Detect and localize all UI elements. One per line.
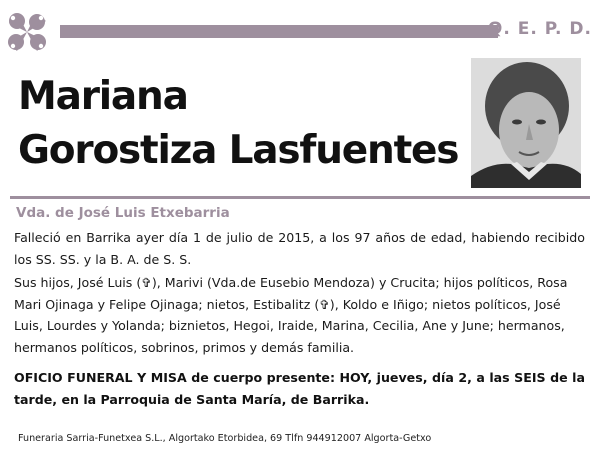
funeral-service: OFICIO FUNERAL Y MISA de cuerpo presente: HOY, jueves, día 2, a las SEIS de la tarde, en la Parroquia de Santa María, de Barrika. [14,370,585,407]
header-bar [0,0,600,60]
family-list: Sus hijos, José Luis (✞), Marivi (Vda.de Eusebio Mendoza) y Crucita; hijos políticos, Rosa Mari Ojinaga y Felipe Ojinaga; nietos, Estibalitz (✞), Koldo e Iñigo; nietos políticos, José Luis, Lourdes y Yolanda; biznietos, Hegoi, Iraide, Marina, Cecilia, Ane y June; hermanos, hermanos políticos, sobrinos, primos y demás familia. [14,275,568,355]
funeral-home-footer: Funeraria Sarria-Funetxea S.L., Algortako Etorbidea, 69 Tlfn 944912007 Algorta-Getxo [18,433,432,444]
widow-of: Vda. de José Luis Etxebarria [16,205,230,221]
qepd-label: Q. E. P. D. [487,19,592,39]
deceased-name [18,70,468,178]
death-announcement: Falleció en Barrika ayer día 1 de julio de 2015, a los 97 años de edad, habiendo recibido los SS. SS. y la B. A. de S. S. [14,230,585,267]
name-surnames: Gorostiza Lasfuentes [18,128,459,173]
notice-body [14,227,585,360]
name-first: Mariana [18,74,188,119]
section-divider [10,196,590,199]
header-rule [60,25,498,38]
deceased-portrait [471,58,581,188]
portrait-image [471,58,581,188]
lauburu-icon [4,9,50,55]
